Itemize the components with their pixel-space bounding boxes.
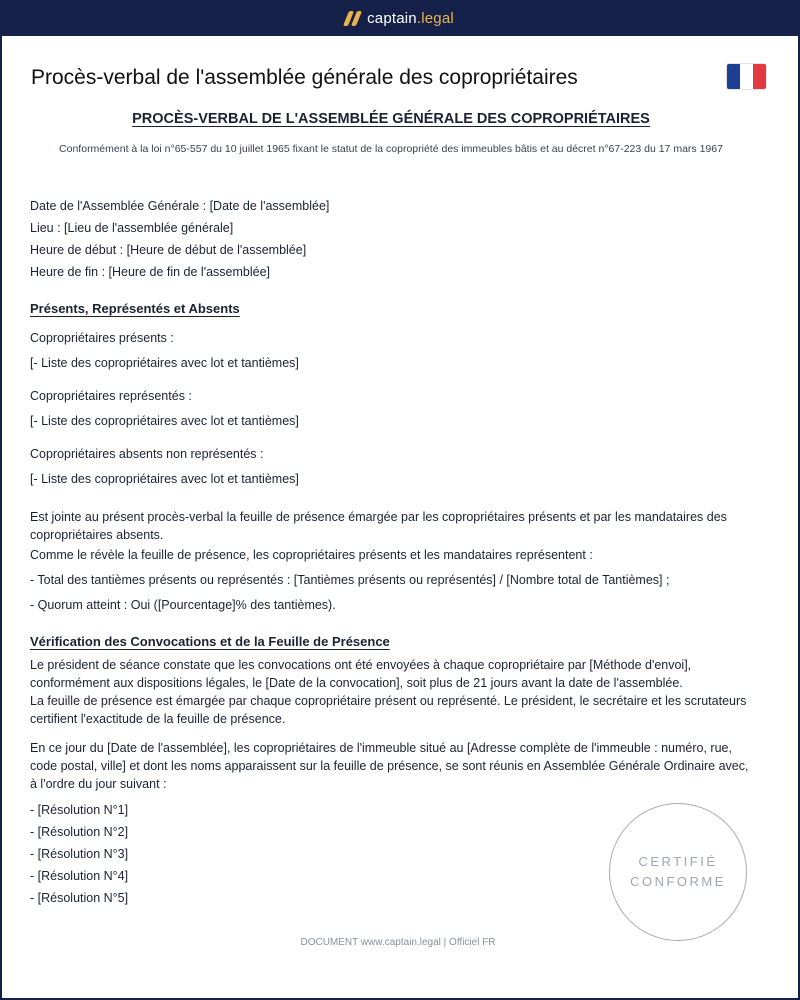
resolution-item: - [Résolution N°1] <box>30 803 129 817</box>
french-flag-icon[interactable] <box>727 64 766 89</box>
brand-name-tld: .legal <box>416 9 454 27</box>
attendance-sheet-paragraph: Est jointe au présent procès-verbal la feuille de présence émargée par les copropriétaires présents et par les mandataires des copropriétaires absents. <box>30 510 727 542</box>
section-title-verification: Vérification des Convocations et de la Feuille de Présence <box>30 634 390 649</box>
page-footer: DOCUMENT www.captain.legal | Officiel FR <box>300 937 496 948</box>
resolution-item: - [Résolution N°5] <box>30 891 129 905</box>
quorum-line: - Quorum atteint : Oui ([Pourcentage]% des tantièmes). <box>30 598 336 612</box>
legal-basis: Conformément à la loi n°65-557 du 10 juillet 1965 fixant le statut de la copropriété des immeubles bâtis et au décret n°67-223 du 17 mars 1967 <box>59 143 723 155</box>
resolution-item: - [Résolution N°3] <box>30 847 129 861</box>
page-title: Procès-verbal de l'assemblée générale des copropriétaires <box>31 66 578 89</box>
info-start-time: Heure de début : [Heure de début de l'assemblée] <box>30 243 307 257</box>
absent-list: [- Liste des copropriétaires avec lot et tantièmes] <box>30 472 299 486</box>
brand-name <box>367 10 454 27</box>
info-location: Lieu : [Lieu de l'assemblée générale] <box>30 221 234 235</box>
resolution-item: - [Résolution N°4] <box>30 869 129 883</box>
captain-logo-icon <box>346 11 359 26</box>
represented-list: [- Liste des copropriétaires avec lot et tantièmes] <box>30 414 299 428</box>
stamp-line-1: CERTIFIÉ <box>638 854 718 869</box>
attendance-certification-paragraph: La feuille de présence est émargée par chaque copropriétaire présent ou représenté. Le président, le secrétaire et les scrutateurs certifient l'exactitude de la feuille de présence. <box>30 694 747 726</box>
convocation-paragraph: Le président de séance constate que les convocations ont été envoyées à chaque copropriétaire par [Méthode d'envoi], conformément aux dispositions légales, le [Date de la convocation], soit plus de 21 jours avant la date de l'assemblée. <box>30 658 692 690</box>
certified-stamp <box>609 803 747 941</box>
flag-stripe-white <box>740 64 753 89</box>
assembly-meeting-paragraph: En ce jour du [Date de l'assemblée], les copropriétaires de l'immeuble situé au [Adresse complète de l'immeuble : numéro, rue, code postal, ville] et dont les noms apparaissent sur la feuille de présence, se sont réunis en Assemblée Générale Ordinaire avec, à l'ordre du jour suivant : <box>30 741 749 791</box>
resolution-item: - [Résolution N°2] <box>30 825 129 839</box>
info-date: Date de l'Assemblée Générale : [Date de l'assemblée] <box>30 199 330 213</box>
stamp-line-2: CONFORME <box>630 874 726 889</box>
tantiemes-total-line: - Total des tantièmes présents ou représentés : [Tantièmes présents ou représentés] / [Nombre total de Tantièmes] ; <box>30 573 670 587</box>
flag-stripe-red <box>753 64 766 89</box>
present-label: Copropriétaires présents : <box>30 331 174 345</box>
document-heading: PROCÈS-VERBAL DE L'ASSEMBLÉE GÉNÉRALE DES COPROPRIÉTAIRES <box>132 111 650 127</box>
attendance-summary-intro: Comme le révèle la feuille de présence, les copropriétaires présents et les mandataires représentent : <box>30 548 593 562</box>
brand[interactable] <box>346 10 454 27</box>
brand-name-main: captain <box>367 9 417 27</box>
present-list: [- Liste des copropriétaires avec lot et tantièmes] <box>30 356 299 370</box>
section-title-attendance: Présents, Représentés et Absents <box>30 301 240 316</box>
represented-label: Copropriétaires représentés : <box>30 389 192 403</box>
info-end-time: Heure de fin : [Heure de fin de l'assemblée] <box>30 265 271 279</box>
flag-stripe-blue <box>727 64 740 89</box>
top-bar <box>0 0 800 36</box>
absent-label: Copropriétaires absents non représentés : <box>30 447 264 461</box>
